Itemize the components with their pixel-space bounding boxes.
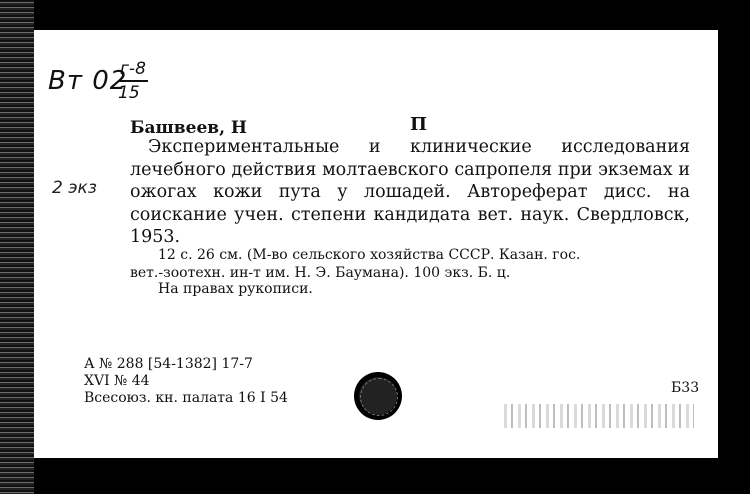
catalog-card bbox=[34, 30, 718, 458]
punch-hole bbox=[354, 372, 402, 420]
rights-note: На правах рукописи. bbox=[158, 281, 313, 297]
handwritten-note: 2 экз bbox=[52, 178, 97, 198]
imprint bbox=[130, 246, 700, 282]
scan-edge bbox=[0, 0, 34, 494]
author-heading: Башвеев, Н bbox=[130, 118, 247, 138]
imprint-line-2: вет.-зоотехн. ин-т им. Н. Э. Баумана). 100 экз. Б. ц. bbox=[130, 265, 511, 281]
footer-line-2: XVI № 44 bbox=[84, 373, 150, 389]
fraction-top: г-8 bbox=[118, 58, 148, 82]
imprint-line-1: 12 с. 26 см. (М-во сельского хозяйства СССР. Казан. гос. bbox=[158, 247, 581, 263]
fraction-bottom: 15 bbox=[118, 83, 140, 103]
footer-line-1: А № 288 [54-1382] 17-7 bbox=[84, 356, 253, 372]
card-code: Б33 bbox=[671, 380, 700, 396]
faded-stamp bbox=[504, 404, 694, 428]
shelfmark-fraction bbox=[118, 58, 148, 104]
entry-description: Экспериментальные и клинические исследования лечебного действия молтаевского сапропеля при экземах и ожогах кожи пута у лошадей. Автореферат дисс. на соискание учен. степени кандидата вет. наук. Свердловск, 1953. bbox=[130, 137, 690, 247]
index-letter: П bbox=[410, 114, 427, 135]
footer-line-3: Всесоюз. кн. палата 16 I 54 bbox=[84, 390, 288, 406]
card-footer bbox=[84, 356, 288, 407]
shelfmark: Вт 02 bbox=[48, 66, 128, 96]
